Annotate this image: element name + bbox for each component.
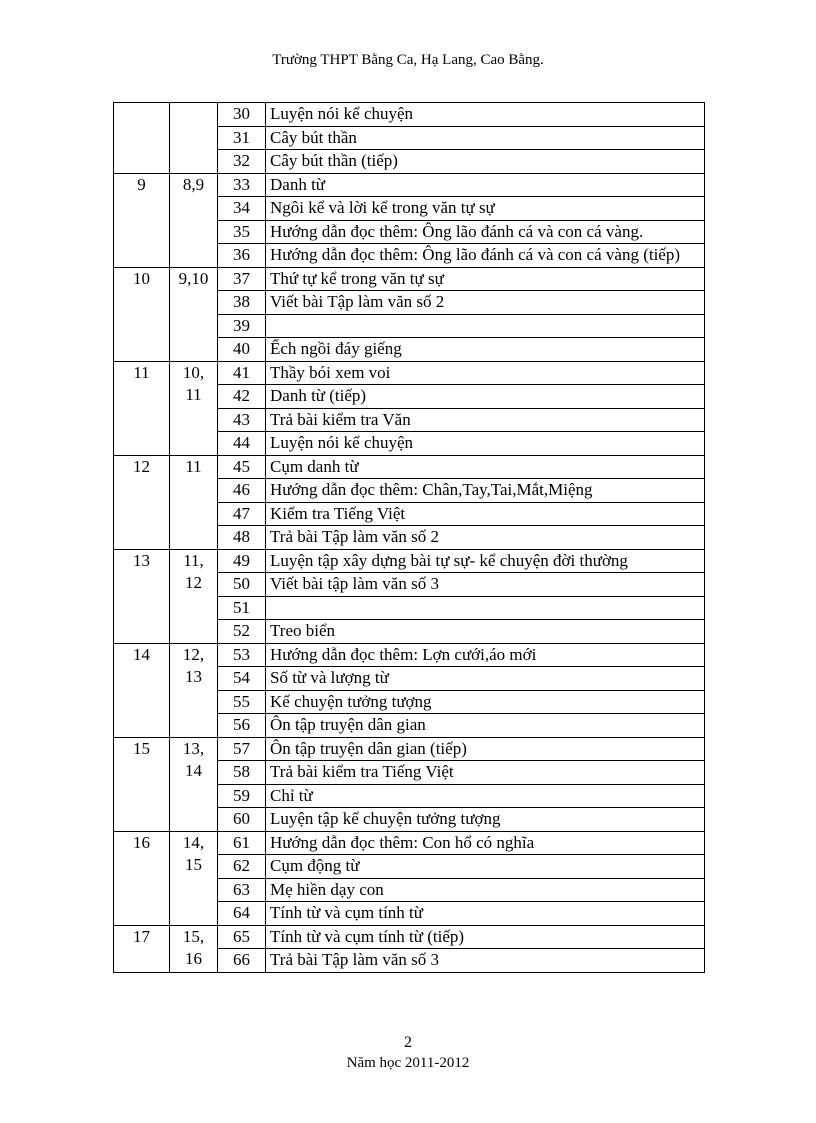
lesson-number-cell: 54 bbox=[218, 667, 266, 691]
lesson-title-cell: Treo biển bbox=[266, 620, 705, 644]
lesson-number-cell: 34 bbox=[218, 197, 266, 221]
table-row bbox=[114, 361, 705, 385]
lesson-number-cell: 56 bbox=[218, 714, 266, 738]
lesson-number-cell: 35 bbox=[218, 220, 266, 244]
lesson-title-cell: Cây bút thần bbox=[266, 126, 705, 150]
week-cell: 12 bbox=[114, 455, 170, 549]
study-week-cell: 8,9 bbox=[170, 173, 218, 267]
lesson-number-cell: 30 bbox=[218, 103, 266, 127]
lesson-number-cell: 66 bbox=[218, 949, 266, 973]
lesson-number-cell: 40 bbox=[218, 338, 266, 362]
study-week-cell: 11 bbox=[170, 455, 218, 549]
page-number: 2 bbox=[404, 1034, 412, 1051]
lesson-number-cell: 60 bbox=[218, 808, 266, 832]
lesson-number-cell: 43 bbox=[218, 408, 266, 432]
lesson-number-cell: 32 bbox=[218, 150, 266, 174]
table-row bbox=[114, 643, 705, 667]
lesson-number-cell: 63 bbox=[218, 878, 266, 902]
lesson-number-cell: 39 bbox=[218, 314, 266, 338]
lesson-title-cell: Trả bài Tập làm văn số 2 bbox=[266, 526, 705, 550]
table-row bbox=[114, 549, 705, 573]
lesson-number-cell: 59 bbox=[218, 784, 266, 808]
lesson-title-cell: Trả bài kiểm tra Tiếng Việt bbox=[266, 761, 705, 785]
lesson-number-cell: 33 bbox=[218, 173, 266, 197]
study-week-cell: 9,10 bbox=[170, 267, 218, 361]
lesson-title-cell: Luyện tập kể chuyện tưởng tượng bbox=[266, 808, 705, 832]
lesson-number-cell: 36 bbox=[218, 244, 266, 268]
lesson-title-cell: Thầy bói xem voi bbox=[266, 361, 705, 385]
lesson-title-cell: Danh từ bbox=[266, 173, 705, 197]
lesson-number-cell: 46 bbox=[218, 479, 266, 503]
lesson-number-cell: 37 bbox=[218, 267, 266, 291]
lesson-title-cell: Danh từ (tiếp) bbox=[266, 385, 705, 409]
lesson-number-cell: 55 bbox=[218, 690, 266, 714]
lesson-title-cell: Mẹ hiền dạy con bbox=[266, 878, 705, 902]
table-row bbox=[114, 455, 705, 479]
lesson-number-cell: 61 bbox=[218, 831, 266, 855]
week-cell: 15 bbox=[114, 737, 170, 831]
lesson-number-cell: 65 bbox=[218, 925, 266, 949]
lesson-title-cell bbox=[266, 314, 705, 338]
lesson-title-cell: Cây bút thần (tiếp) bbox=[266, 150, 705, 174]
lesson-title-cell: Luyện nói kể chuyện bbox=[266, 432, 705, 456]
study-week-cell: 11, 12 bbox=[170, 549, 218, 643]
table-row bbox=[114, 267, 705, 291]
week-cell: 10 bbox=[114, 267, 170, 361]
table-row bbox=[114, 737, 705, 761]
week-cell: 16 bbox=[114, 831, 170, 925]
lesson-title-cell: Kể chuyện tưởng tượng bbox=[266, 690, 705, 714]
lesson-title-cell: Ngôi kể và lời kể trong văn tự sự bbox=[266, 197, 705, 221]
lesson-title-cell: Hướng dẫn đọc thêm: Ông lão đánh cá và con cá vàng. bbox=[266, 220, 705, 244]
lesson-number-cell: 48 bbox=[218, 526, 266, 550]
lesson-number-cell: 44 bbox=[218, 432, 266, 456]
lesson-title-cell: Luyện nói kể chuyện bbox=[266, 103, 705, 127]
lesson-number-cell: 52 bbox=[218, 620, 266, 644]
study-week-cell bbox=[170, 103, 218, 174]
lesson-number-cell: 64 bbox=[218, 902, 266, 926]
lesson-title-cell: Luyện tập xây dựng bài tự sự- kể chuyện đời thường bbox=[266, 549, 705, 573]
study-week-cell: 14, 15 bbox=[170, 831, 218, 925]
lesson-number-cell: 45 bbox=[218, 455, 266, 479]
week-cell: 11 bbox=[114, 361, 170, 455]
lesson-title-cell: Viết bài tập làm văn số 3 bbox=[266, 573, 705, 597]
lesson-title-cell bbox=[266, 596, 705, 620]
lesson-title-cell: Hướng dẫn đọc thêm: Con hổ có nghĩa bbox=[266, 831, 705, 855]
lesson-plan-table bbox=[113, 102, 705, 973]
table-row bbox=[114, 925, 705, 949]
table-row bbox=[114, 831, 705, 855]
lesson-title-cell: Ếch ngồi đáy giếng bbox=[266, 338, 705, 362]
week-cell: 17 bbox=[114, 925, 170, 972]
lesson-number-cell: 58 bbox=[218, 761, 266, 785]
lesson-number-cell: 47 bbox=[218, 502, 266, 526]
page-header: Trường THPT Bằng Ca, Hạ Lang, Cao Bằng. bbox=[272, 52, 544, 68]
lesson-title-cell: Ôn tập truyện dân gian (tiếp) bbox=[266, 737, 705, 761]
lesson-title-cell: Cụm danh từ bbox=[266, 455, 705, 479]
lesson-title-cell: Trả bài Tập làm văn số 3 bbox=[266, 949, 705, 973]
lesson-number-cell: 49 bbox=[218, 549, 266, 573]
lesson-title-cell: Hướng dẫn đọc thêm: Lợn cưới,áo mới bbox=[266, 643, 705, 667]
study-week-cell: 15, 16 bbox=[170, 925, 218, 972]
lesson-number-cell: 31 bbox=[218, 126, 266, 150]
lesson-title-cell: Trả bài kiểm tra Văn bbox=[266, 408, 705, 432]
week-cell: 14 bbox=[114, 643, 170, 737]
lesson-number-cell: 51 bbox=[218, 596, 266, 620]
study-week-cell: 13, 14 bbox=[170, 737, 218, 831]
lesson-number-cell: 57 bbox=[218, 737, 266, 761]
week-cell: 9 bbox=[114, 173, 170, 267]
lesson-number-cell: 42 bbox=[218, 385, 266, 409]
lesson-number-cell: 38 bbox=[218, 291, 266, 315]
school-year: Năm học 2011-2012 bbox=[346, 1055, 470, 1071]
lesson-title-cell: Thứ tự kể trong văn tự sự bbox=[266, 267, 705, 291]
lesson-title-cell: Tính từ và cụm tính từ (tiếp) bbox=[266, 925, 705, 949]
table-row bbox=[114, 173, 705, 197]
lesson-title-cell: Kiểm tra Tiếng Việt bbox=[266, 502, 705, 526]
lesson-title-cell: Chỉ từ bbox=[266, 784, 705, 808]
week-cell: 13 bbox=[114, 549, 170, 643]
week-cell bbox=[114, 103, 170, 174]
lesson-title-cell: Hướng dẫn đọc thêm: Ông lão đánh cá và con cá vàng (tiếp) bbox=[266, 244, 705, 268]
lesson-number-cell: 50 bbox=[218, 573, 266, 597]
lesson-title-cell: Hướng dẫn đọc thêm: Chân,Tay,Tai,Mắt,Miệng bbox=[266, 479, 705, 503]
lesson-title-cell: Viết bài Tập làm văn số 2 bbox=[266, 291, 705, 315]
table-row bbox=[114, 103, 705, 127]
study-week-cell: 12, 13 bbox=[170, 643, 218, 737]
study-week-cell: 10, 11 bbox=[170, 361, 218, 455]
lesson-number-cell: 62 bbox=[218, 855, 266, 879]
lesson-title-cell: Tính từ và cụm tính từ bbox=[266, 902, 705, 926]
lesson-title-cell: Số từ và lượng từ bbox=[266, 667, 705, 691]
lesson-plan-body bbox=[114, 103, 705, 973]
lesson-title-cell: Cụm động từ bbox=[266, 855, 705, 879]
lesson-number-cell: 53 bbox=[218, 643, 266, 667]
lesson-title-cell: Ôn tập truyện dân gian bbox=[266, 714, 705, 738]
lesson-number-cell: 41 bbox=[218, 361, 266, 385]
